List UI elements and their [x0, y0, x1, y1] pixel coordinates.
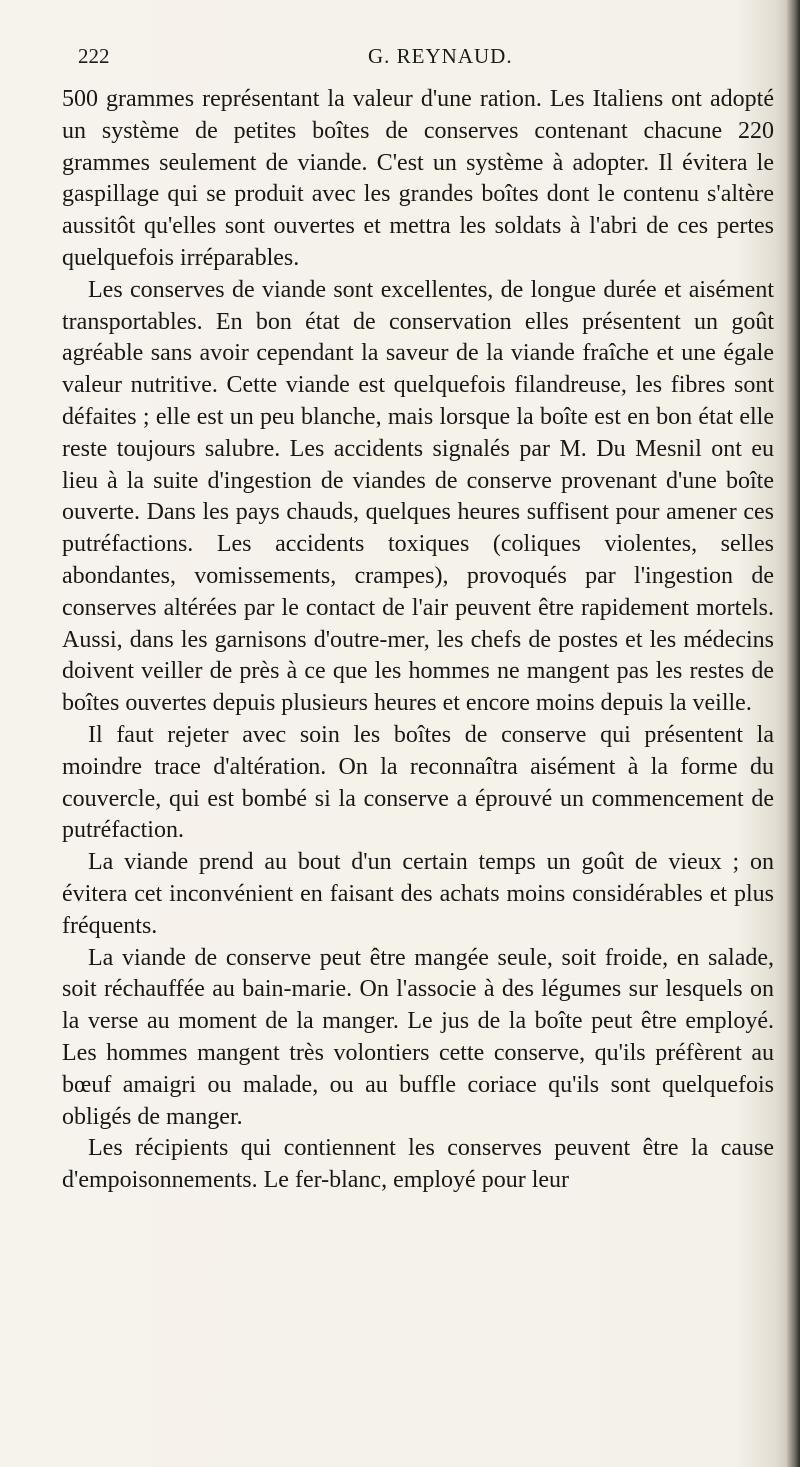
- paragraph-1: 500 grammes représentant la valeur d'une ration. Les Italiens ont adopté un système de petites boîtes de conserves contenant chacune 220 grammes seulement de viande. C'est un système à adopter. Il évitera le gaspillage qui se produit avec les grandes boîtes dont le contenu s'altère aussitôt qu'elles sont ouvertes et mettra les soldats à l'abri de ces pertes quelquefois irréparables.: [62, 86, 774, 271]
- running-head: [78, 44, 718, 74]
- page-number: 222: [78, 44, 110, 68]
- paragraph-3: Il faut rejeter avec soin les boîtes de conserve qui présentent la moindre trace d'altération. On la reconnaîtra aisément à la forme du couvercle, qui est bombé si la conserve a éprouvé un commencement de putréfaction.: [62, 721, 774, 844]
- running-head-author: G. REYNAUD.: [368, 44, 513, 68]
- paragraph-5: La viande de conserve peut être mangée seule, soit froide, en salade, soit réchauffée au bain-marie. On l'associe à des légumes sur lesquels on la verse au moment de la manger. Le jus de la boîte peut être employé. Les hommes mangent très volontiers cette conserve, qu'ils préfèrent au bœuf amaigri ou malade, ou au buffle coriace qu'ils sont quelquefois obligés de manger.: [62, 944, 774, 1130]
- body-text: [62, 84, 774, 1197]
- page-binding-edge: [786, 0, 800, 1467]
- paragraph-2: Les conserves de viande sont excellentes, de longue durée et aisément transportables. En bon état de conservation elles présentent un goût agréable sans avoir cependant la saveur de la viande fraîche et une égale valeur nutritive. Cette viande est quelquefois filandreuse, les fibres sont défaites ; elle est un peu blanche, mais lorsque la boîte est en bon état elle reste toujours salubre. Les accidents signalés par M. Du Mesnil ont eu lieu à la suite d'ingestion de viandes de conserve provenant d'une boîte ouverte. Dans les pays chauds, quelques heures suffisent pour amener ces putréfactions. Les accidents toxiques (coliques violentes, selles abondantes, vomissements, crampes), provoqués par l'ingestion de conserves altérées par le contact de l'air peuvent être rapidement mortels. Aussi, dans les garnisons d'outre-mer, les chefs de postes et les médecins doivent veiller de près à ce que les hommes ne mangent pas les restes de boîtes ouvertes depuis plusieurs heures et encore moins depuis la veille.: [62, 276, 774, 717]
- paragraph-6: Les récipients qui contiennent les conserves peuvent être la cause d'empoisonnements. Le fer-blanc, employé pour leur: [62, 1135, 774, 1194]
- paragraph-4: La viande prend au bout d'un certain temps un goût de vieux ; on évitera cet inconvénient en faisant des achats moins considérables et plus fréquents.: [62, 849, 774, 939]
